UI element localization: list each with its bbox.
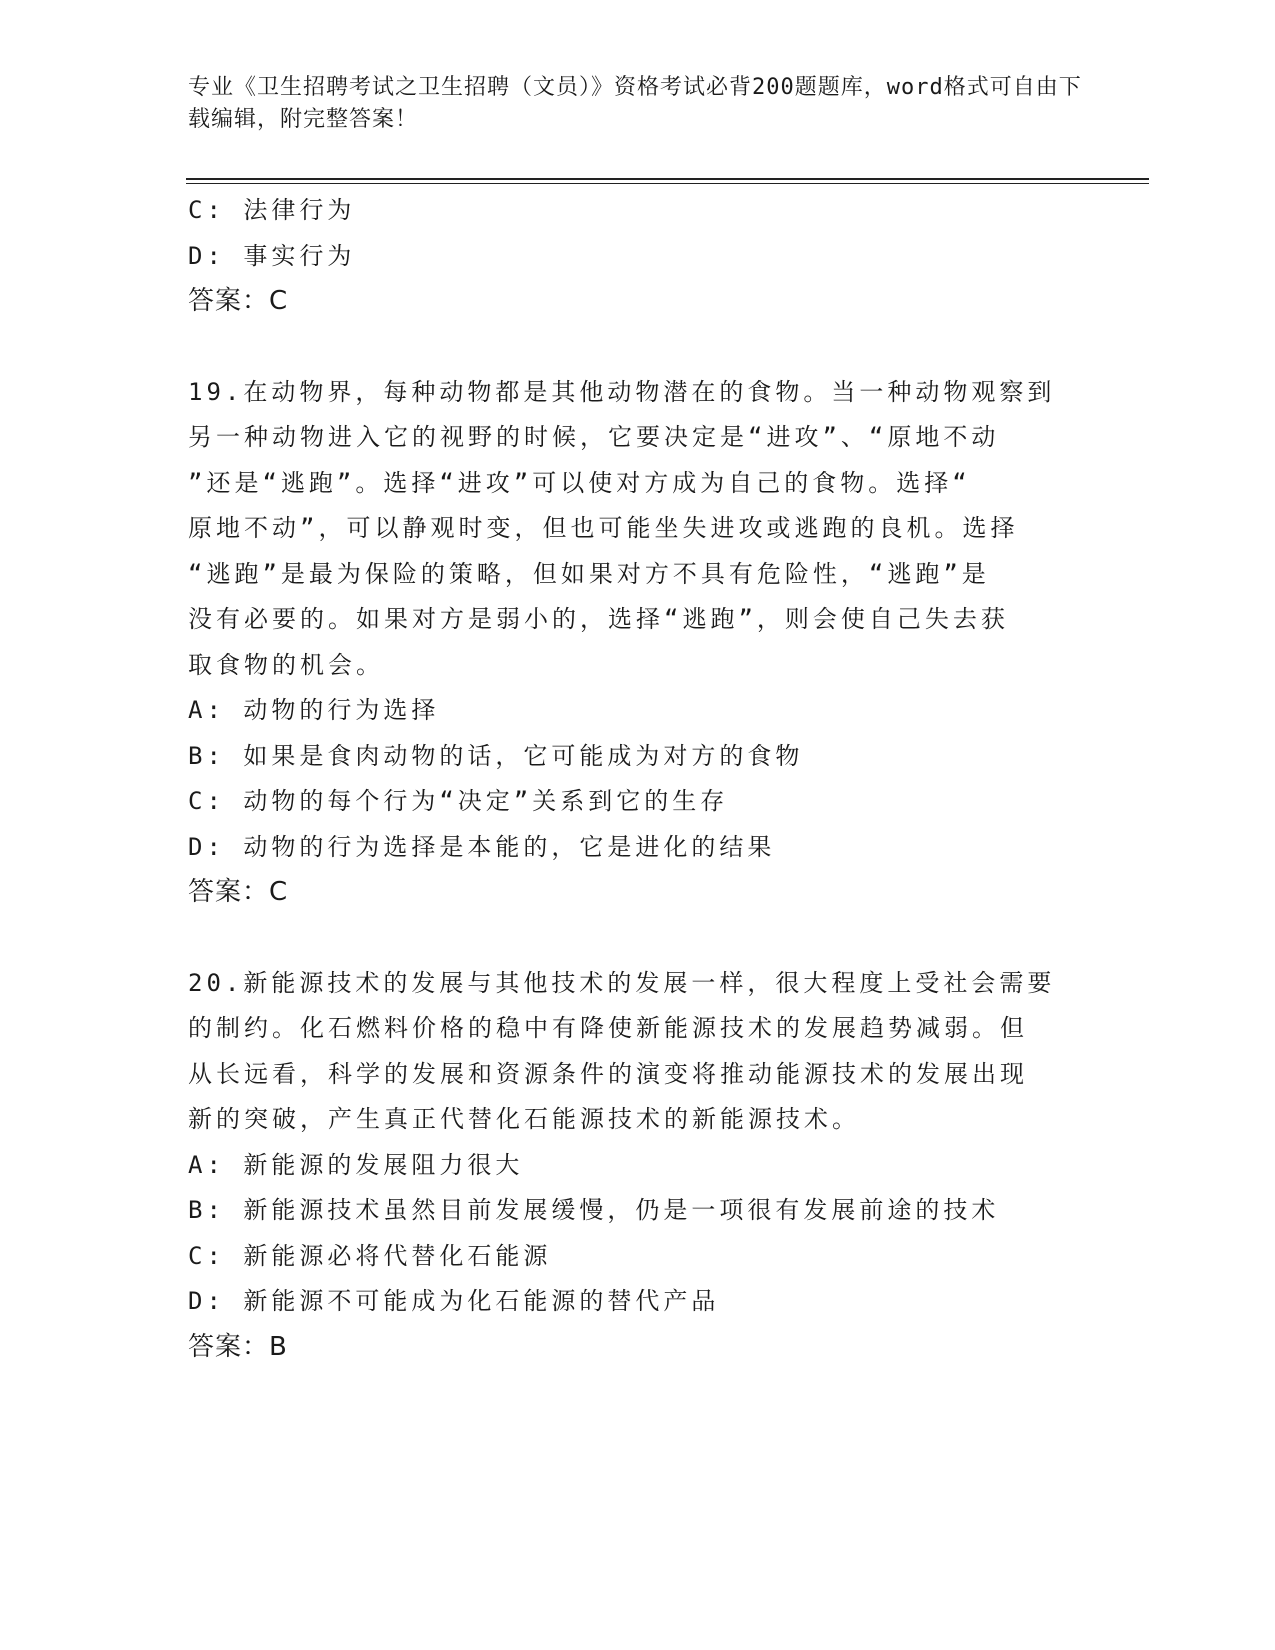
prev-answer: 答案：C bbox=[188, 286, 289, 316]
stem-line: 20.新能源技术的发展与其他技术的发展一样，很大程度上受社会需要 bbox=[188, 968, 1056, 997]
document-body bbox=[188, 188, 1088, 1370]
header-rule-thin bbox=[186, 183, 1149, 184]
option-a: A: 新能源的发展阻力很大 bbox=[188, 1150, 524, 1179]
question-stem bbox=[188, 370, 1078, 689]
option-c: C: 新能源必将代替化石能源 bbox=[188, 1241, 552, 1270]
stem-line: 原地不动”，可以静观时变，但也可能坐失进攻或逃跑的良机。选择 bbox=[188, 514, 1019, 542]
option-d: D: 新能源不可能成为化石能源的替代产品 bbox=[188, 1287, 720, 1315]
prev-option-c: C: 法律行为 bbox=[188, 196, 356, 224]
stem-line: 新的突破，产生真正代替化石能源技术的新能源技术。 bbox=[188, 1105, 860, 1133]
stem-line: 19.在动物界，每种动物都是其他动物潜在的食物。当一种动物观察到 bbox=[188, 377, 1056, 406]
header-rule-thick bbox=[186, 178, 1149, 180]
stem-line: 从长远看，科学的发展和资源条件的演变将推动能源技术的发展出现 bbox=[188, 1059, 1028, 1088]
answer: 答案：B bbox=[188, 1331, 288, 1362]
question-19 bbox=[188, 370, 1088, 916]
stem-line: 的制约。化石燃料价格的稳中有降使新能源技术的发展趋势减弱。但 bbox=[188, 1014, 1028, 1042]
option-d: D: 动物的行为选择是本能的，它是进化的结果 bbox=[188, 832, 776, 861]
answer: 答案：C bbox=[188, 877, 289, 907]
document-header: 专业《卫生招聘考试之卫生招聘（文员）》资格考试必背200题题库，word格式可自由下载编辑，附完整答案！ bbox=[188, 75, 1082, 132]
stem-line: “逃跑”是最为保险的策略，但如果对方不具有危险性，“逃跑”是 bbox=[188, 559, 990, 588]
spacer bbox=[188, 916, 1088, 961]
option-c: C: 动物的每个行为“决定”关系到它的生存 bbox=[188, 787, 729, 815]
stem-line: 没有必要的。如果对方是弱小的，选择“逃跑”，则会使自己失去获 bbox=[188, 605, 1009, 633]
stem-line: 另一种动物进入它的视野的时候，它要决定是“进攻”、“原地不动 bbox=[188, 423, 1000, 451]
spacer bbox=[188, 325, 1088, 370]
option-b: B: 新能源技术虽然目前发展缓慢，仍是一项很有发展前途的技术 bbox=[188, 1196, 1000, 1224]
option-a: A: 动物的行为选择 bbox=[188, 696, 440, 724]
question-20 bbox=[188, 961, 1088, 1371]
stem-line: 取食物的机会。 bbox=[188, 650, 384, 679]
stem-line: ”还是“逃跑”。选择“进攻”可以使对方成为自己的食物。选择“ bbox=[188, 468, 971, 497]
question-stem bbox=[188, 961, 1078, 1143]
prev-option-d: D: 事实行为 bbox=[188, 241, 356, 270]
option-b: B: 如果是食肉动物的话，它可能成为对方的食物 bbox=[188, 741, 804, 770]
